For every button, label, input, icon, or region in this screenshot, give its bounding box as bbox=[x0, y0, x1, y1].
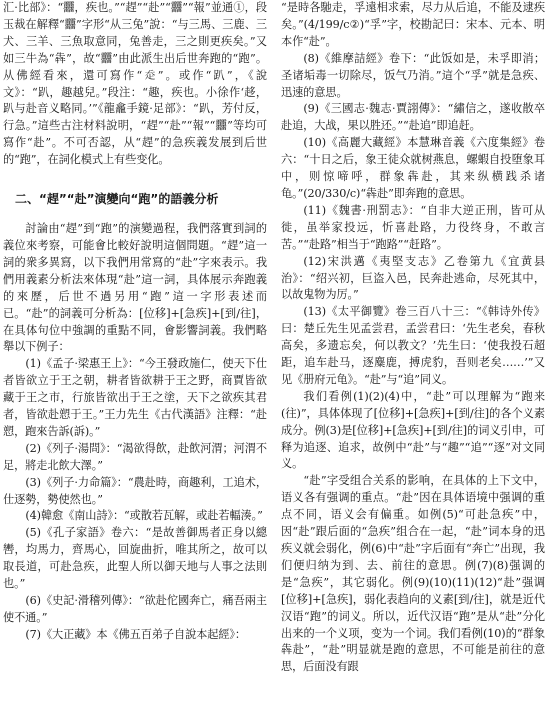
right-column bbox=[281, 0, 545, 676]
analysis-paragraph: “赴”字受组合关系的影响，在具体的上下文中，语义各有强调的重点。“赴”因在具体语境中强调的重点不同，语义会有偏重。如例(5)“可赴急疾”中，因“赴”跟后面的“急疾”组合在一起，“赴”词本身的迅疾义就会弱化，例(6)中“赴”字后面有“奔亡”出现，我们便归纳为到、去、前往的意思。例(7)(8)强调的是“急疾”，其它弱化。例(9)(10)(11)(12)“赴”强调[位移]+[急疾]，弱化表趋向的义素[到/往]，就是近代汉语“跑”的词义。所以，近代汉语“跑”是从“赴”分化出来的一个义项，变为一个词。我们看例(10)的“群象犇赴”，“赴”明显就是跑的意思，不可能是前往的意思，后面没有跟 bbox=[281, 474, 545, 674]
example-paragraph-9: (9)《三國志·魏志·賈詡傳》：“繡信之，遂收散卒赴追，大战，果以胜还。”“赴追”即追赶。 bbox=[281, 102, 545, 133]
intro-paragraph: 汇·比部》：“䨻，疾也。”“趕”“赴”“䨻”“報”並通①，段玉裁在解釋“䨻”字形“从三兔”說：“与三馬、三鹿、三犬、三羊、三魚取意同，兔善走，三之則更疾矣。”又如三牛為“犇”，故“䨻”由此派生出后世奔跑的“跑”。从佛經看來，還可寫作“𧺆”。或作“趴”，《說文》：“趴，趣越兒。”段注：“趣，疾也。小徐作‘趍，趴与赴音义略同。’”《龍龕手鏡·足部》：“趴，芳付反，行急。”這些古注材料說明，“趕”“赴”“報”“䨻”等均可寫作“赴”。不可否認，从“趕”的急疾義发展到后世的“跑”，在詞化模式上有些变化。 bbox=[3, 1, 267, 167]
example-paragraph-12: (12)宋洪邁《夷堅支志》乙卷第九《宜黄县治》：“绍兴初，巨盗入邑，民奔赴逃命，尽死其中，以故鬼物为厉。” bbox=[281, 254, 545, 302]
continued-paragraph: “是時各馳走，孚遠相求索，尽力从后追，不能及逮疾矣。”(4/199/c②)“孚”字，校勘記曰：宋本、元本、明本作“赴”。 bbox=[281, 1, 545, 48]
analysis-paragraph: 我们看例(1)(2)(4)中，“赴”可以理解为“跑来(往)”，具体体现了[位移]+[急疾]+[到/往]的各个义素成分。例(3)是[位移]+[急疾]+[到/往]的词义引申，可释为追逐、追求，故例中“赴”与“趣”“追”“逐”对文同义。 bbox=[281, 389, 545, 471]
example-paragraph-10: (10)《高麗大藏經》本慧琳音義《六度集經》卷六：“十日之后，象王徒众就树燕息，螺蝦自投堕象耳中，则惊啼呼，群象犇赴，其来纵横践杀诸龟。”(20/330/c)“犇赴”即奔跑的意思。 bbox=[281, 136, 545, 200]
body-paragraph: 討論由“趕”到“跑”的演變過程，我們落實到詞的義位來考察，可能會比較好說明這個問題。“趕”這一詞的衆多異寫，以下我們用常寫的“赴”字來表示。我們用義素分析法來体現“赴”這一詞，具体展示奔跑義的來歷，后世不過另用“跑”這一字形表述而已。“赴”的詞義可分析為：[位移]+[急疾]+[到/往]，在具体句位中強調的重點不同，會影響詞義。我們略舉以下例子： bbox=[3, 222, 267, 354]
example-paragraph-6: (6)《史記·滑稽列傳》：“欲赴佗國奔亡，痛吾兩主使不通。” bbox=[3, 594, 267, 624]
example-paragraph-7: (7)《大正藏》本《佛五百弟子自說本起經》： bbox=[25, 627, 247, 641]
example-paragraph-3: (3)《列子·力命篇》：“農赴時，商趣利，工追术，仕逐勢，勢使然也。” bbox=[3, 475, 267, 506]
example-paragraph-8: (8)《維摩詰經》卷下：“此饭如是，未孚即消；圣诸垢毒一切除尽，饭气乃消。”這个“孚”就是急疾、迅速的意思。 bbox=[281, 51, 545, 99]
left-column bbox=[3, 0, 267, 644]
section-heading: 二、“趕”“赴”演變向“跑”的語義分析 bbox=[15, 192, 219, 207]
example-paragraph-2: (2)《列子·湯問》：“渴欲得飲，赴飲河渭；河渭不足，將走北飲大澤。” bbox=[3, 441, 267, 472]
example-paragraph-13: (13)《太平御覽》卷三百八十三：“《韩诗外传》曰：楚丘先生见孟尝君，孟尝君曰：‘先生老矣，春秋高矣，多遗忘矣，何以教文？’先生曰：‘使我投石超距，追车赴马，逐麋鹿，搏虎豹，吾则老矣……’”又见《册府元龟》。“赴”与“追”同义。 bbox=[281, 305, 545, 386]
example-paragraph-1: (1)《孟子·梁惠王上》：“今王發政施仁，使天下仕者皆欲立于王之朝，耕者皆欲耕于王之野，商賈皆欲藏于王之市，行旅皆欲出于王之塗，天下之欲疾其君者，皆欲赴愬于王。”王力先生《古代漢語》注釋：“赴愬，跑來告訴(訴)。” bbox=[3, 357, 267, 438]
example-paragraph-4: (4)韓愈《南山詩》：“或散若瓦解，或赴若輻湊。” bbox=[25, 509, 263, 523]
example-paragraph-5: (5)《孔子家語》卷六：“是故善御馬者正身以總轡，均馬力，齊馬心，回旋曲折，唯其所之，故可以取長道，可赴急疾，此聖人所以御天地与人事之法則也。” bbox=[3, 526, 267, 591]
example-paragraph-11: (11)《魏書·刑罰志》：“自非大逆正刑，皆可从徙，虽举家投远，忻喜赴路，力役终身，不敢言苦。”“赴路”相当于“跑路”“赶路”。 bbox=[281, 203, 545, 251]
